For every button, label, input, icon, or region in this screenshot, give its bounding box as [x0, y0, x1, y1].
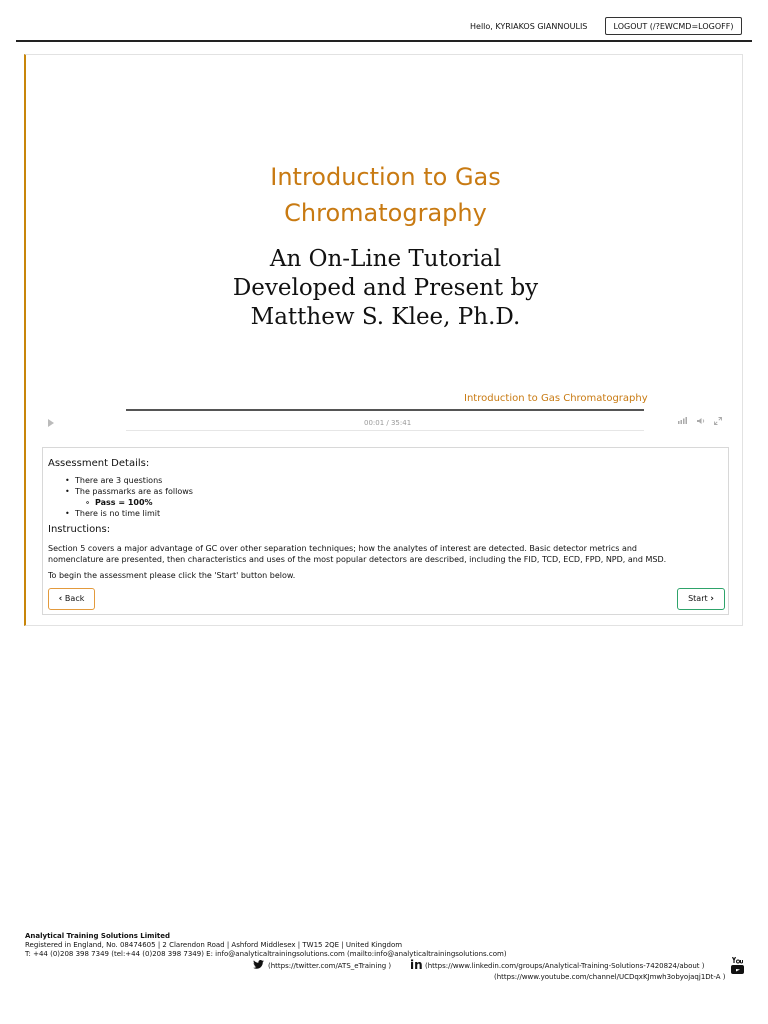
- list-item: • There is no time limit: [65, 508, 193, 519]
- user-greeting: Hello, KYRIAKOS GIANNOULIS: [470, 22, 588, 31]
- slide-title: Introduction to Gas Chromatography: [270, 163, 501, 227]
- volume-icon[interactable]: [697, 417, 706, 427]
- chevron-left-icon: ‹: [58, 594, 63, 604]
- assessment-details-list: [65, 475, 193, 519]
- course-panel: [24, 54, 743, 626]
- start-label: Start: [688, 594, 708, 603]
- video-progress-track[interactable]: [126, 430, 644, 431]
- slide-footer-text: Introduction to Gas Chromatography: [464, 393, 648, 404]
- chevron-right-icon: ›: [710, 594, 714, 604]
- instructions-heading: Instructions:: [48, 524, 111, 535]
- list-item: • There are 3 questions: [65, 475, 193, 486]
- youtube-link[interactable]: (https://www.youtube.com/channel/UCDqxKJmwh3obyojaqj1Dt-A ): [494, 973, 726, 981]
- header-divider: [16, 40, 752, 42]
- footer-registered: Registered in England, No. 08474605 | 2 Clarendon Road | Ashford Middlesex | TW15 2QE | United Kingdom: [25, 941, 403, 949]
- video-time: 00:01 / 35:41: [364, 419, 412, 427]
- footer: [25, 932, 755, 959]
- footer-contact[interactable]: T: +44 (0)208 398 7349 (tel:+44 (0)208 398 7349) E: info@analyticaltrainingsolutions.com (mailto:info@analyticaltrainingsolutions.com): [25, 950, 507, 958]
- logout-button[interactable]: LOGOUT (/?EWCMD=LOGOFF): [605, 17, 742, 35]
- assessment-details-heading: Assessment Details:: [48, 458, 150, 469]
- start-button[interactable]: [677, 588, 725, 610]
- youtube-icon[interactable]: [731, 957, 744, 974]
- assessment-box: [42, 447, 729, 615]
- linkedin-link[interactable]: (https://www.linkedin.com/groups/Analytical-Training-Solutions-7420824/about ): [425, 962, 705, 970]
- top-bar: [0, 0, 768, 42]
- list-item: • The passmarks are as follows: [65, 486, 193, 497]
- back-button[interactable]: [48, 588, 95, 610]
- back-label: Back: [64, 594, 85, 603]
- instructions-start-hint: To begin the assessment please click the 'Start' button below.: [48, 571, 296, 580]
- instructions-text: Section 5 covers a major advantage of GC over other separation techniques; how the analytes of interest are detected. Basic detector metrics and nomenclature are presented, then characteristics and uses of the most popular detectors are described, including the FID, TCD, ECD, FPD, NPD, and MSD.: [48, 544, 667, 564]
- fullscreen-icon[interactable]: [714, 417, 722, 427]
- play-icon[interactable]: [48, 419, 54, 427]
- list-item-pass: ∘ Pass = 100%: [65, 497, 193, 508]
- quality-icon[interactable]: [678, 417, 687, 426]
- footer-company: Analytical Training Solutions Limited: [25, 932, 170, 940]
- slide-subtitle: An On-Line Tutorial Developed and Present by Matthew S. Klee, Ph.D.: [232, 246, 539, 330]
- twitter-link[interactable]: (https://twitter.com/ATS_eTraining ): [268, 962, 392, 970]
- linkedin-icon[interactable]: in: [410, 958, 423, 972]
- twitter-icon[interactable]: [253, 960, 264, 969]
